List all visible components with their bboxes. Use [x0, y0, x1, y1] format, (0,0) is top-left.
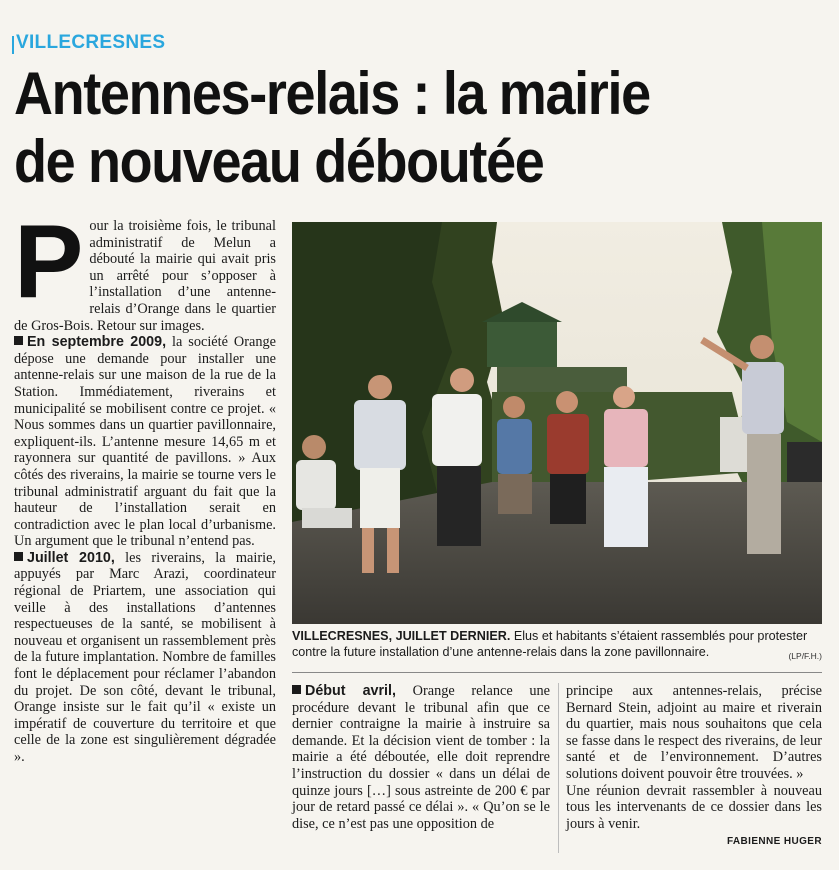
kicker-rule: [12, 36, 14, 54]
article-photo: [292, 222, 822, 624]
square-bullet-icon: [14, 336, 23, 345]
byline: FABIENNE HUGER: [726, 836, 822, 848]
paragraph-body: Orange relance une procédure devant le tribunal afin que ce dernier contraigne la mairie à instruire sa demande. Et la décision vient de tomber : la mairie a été déboutée, elle doit reprendre l’instruction du dossier « dans un délai de quinze jours […] sous astreinte de 200 € par jour de retard passé ce délai ». « Qu’on se le dise, ce n’est pas une opposition de: [292, 683, 550, 832]
lead-in-september-2009: En septembre 2009,: [27, 334, 167, 351]
paragraph-continuation: principe aux antennes-relais, précise Bernard Stein, adjoint au maire et riverain du quartier, mais nous souhaitons que cela se fasse dans le respect des riverains, de leur santé et de l’environnement. D’autres solutions doivent pouvoir être trouvées. »: [566, 683, 822, 782]
paragraph-body: la société Orange dépose une demande pour installer une antenne-relais sur une maison de la rue de la Station. Immédiatement, riverains et municipalité se mobilisent contre ce projet. « Nous sommes dans un quartier pavillonnaire, expliquent-ils. L’antenne mesure 14,65 m et rayonnera sur quantité de pavillons. » Aux côtés des riverains, la mairie se tourne vers le tribunal administratif arguant du fait que la hauteur de l’installation serait en contradiction avec le plan local d’urbanisme. Un argument que le tribunal n’entend pas.: [14, 334, 276, 550]
paragraph-closing: Une réunion devrait rassembler à nouveau tous les intervenants de ce dossier dans les jours à venir.: [566, 782, 822, 832]
caption-body: Elus et habitants s’étaient rassemblés pour protester contre la future installation d’une antenne-relais dans la zone pavillonnaire.: [292, 629, 808, 659]
square-bullet-icon: [292, 685, 301, 694]
paragraph-july-2010: [14, 550, 276, 766]
headline-line-1: Antennes-relais : la mairie: [14, 60, 650, 127]
intro-text: our la troisième fois, le tribunal administratif de Melun a débouté la mairie qui avait pris un arrêté pour s’opposer à l’installation d’une antenne-relais d’Orange dans le quartier de Gros-Bois. Retour sur images.: [14, 218, 276, 334]
caption-divider: [292, 672, 822, 673]
headline-line-2: de nouveau déboutée: [14, 128, 544, 195]
photo-illustration: [292, 222, 822, 624]
square-bullet-icon: [14, 552, 23, 561]
article-column-right: [566, 683, 822, 851]
section-kicker: VILLECRESNES: [16, 32, 166, 53]
paragraph-body: les riverains, la mairie, appuyés par Marc Arazi, coordinateur régional de Priartem, une association qui veille à des installations d’antennes respectueuses de la santé, se mobilisent à nouveau et organisent un rassemblement près de la future implantation. Nombre de familles font le déplacement pour réclamer l’abandon du projet. De son côté, devant le tribunal, Orange insiste sur le fait qu’il « existe un impératif de couverture du territoire et que celle de la zone est singulièrement dégradée ».: [14, 549, 276, 765]
caption-lead: VILLECRESNES, JUILLET DERNIER.: [292, 629, 511, 643]
lead-in-july-2010: Juillet 2010,: [27, 549, 115, 566]
intro-paragraph: [14, 204, 276, 334]
lead-in-early-april: Début avril,: [305, 683, 396, 699]
headline: [14, 60, 752, 196]
paragraph-early-april: [292, 683, 550, 832]
photo-credit: (LP/F.H.): [788, 651, 822, 661]
article-column-middle: [292, 683, 550, 832]
drop-cap: P: [14, 204, 84, 320]
article-column-left: [14, 204, 276, 766]
paragraph-september-2009: [14, 334, 276, 550]
column-divider: [558, 683, 559, 853]
photo-caption: [292, 628, 822, 660]
